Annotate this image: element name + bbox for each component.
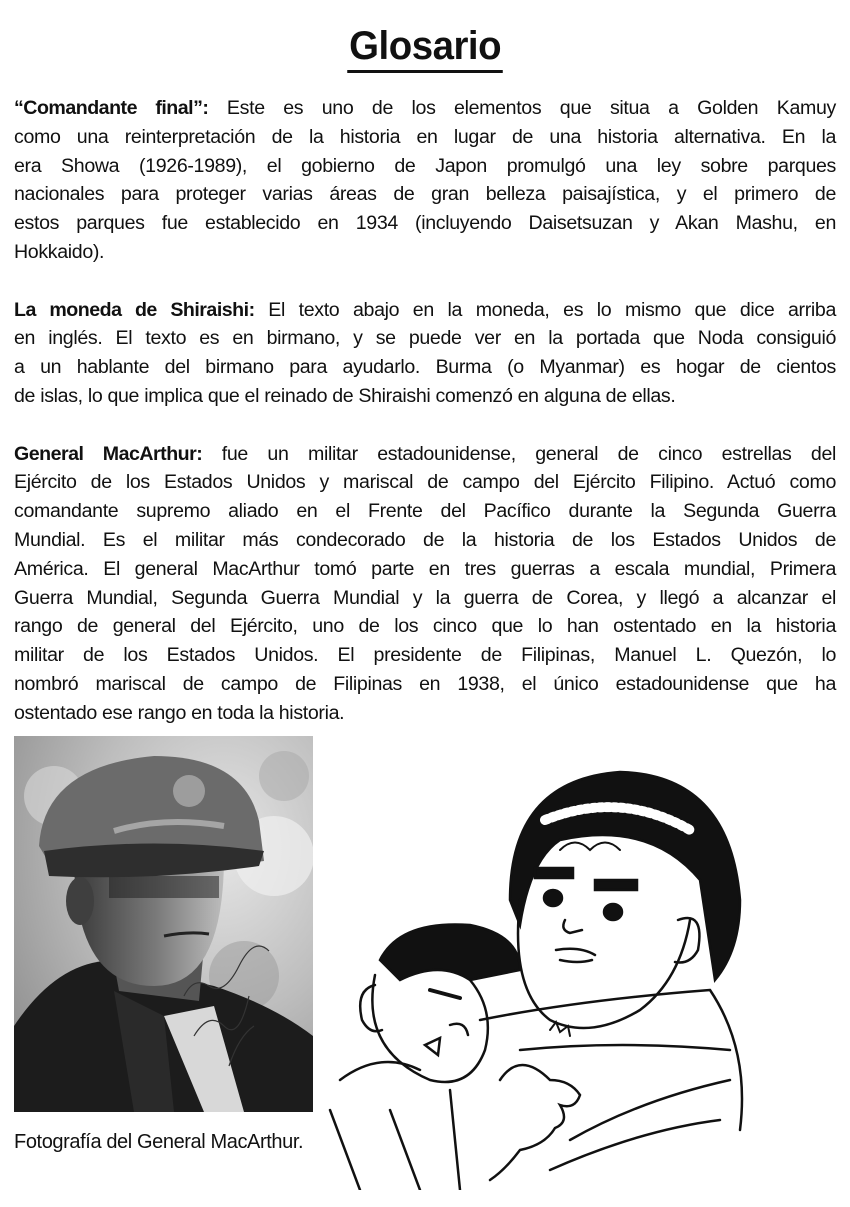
glossary-line: rango de general del Ejército, uno de los cinco que lo han ostentado en la historia [14, 615, 836, 638]
glossary-body [14, 94, 836, 728]
glossary-line: como una reinterpretación de la historia en lugar de una historia alternativa. En la [14, 125, 836, 148]
glossary-line: de islas, lo que implica que el reinado de Shiraishi comenzó en alguna de ellas. [14, 384, 676, 407]
glossary-line: militar de los Estados Unidos. El presidente de Filipinas, Manuel L. Quezón, lo [14, 644, 836, 667]
glossary-entry-moneda-shiraishi-line: La moneda de Shiraishi: El texto abajo en la moneda, es lo mismo que dice arriba [14, 298, 836, 321]
manga-illustration [320, 750, 770, 1190]
glossary-line: era Showa (1926-1989), el gobierno de Japon promulgó una ley sobre parques [14, 154, 836, 177]
glossary-term: “Comandante final”: [14, 97, 209, 119]
glossary-line: comandante supremo aliado en el Frente del Pacífico durante la Segunda Guerra [14, 500, 836, 523]
glossary-line: Guerra Mundial, Segunda Guerra Mundial y la guerra de Corea, y llegó a alcanzar el [14, 586, 836, 609]
glossary-line: Mundial. Es el militar más condecorado de la historia de los Estados Unidos de [14, 528, 836, 551]
glossary-line: nombró mariscal de campo de Filipinas en 1938, el único estadounidense que ha [14, 672, 836, 695]
photo-caption: Fotografía del General MacArthur. [14, 1131, 304, 1153]
glossary-line: ostentado ese rango en toda la historia. [14, 701, 345, 724]
glossary-entry-general-macarthur-line: General MacArthur: fue un militar estadounidense, general de cinco estrellas del [14, 442, 837, 465]
macarthur-photo [14, 736, 313, 1112]
paragraph-gap [14, 411, 836, 440]
paragraph-gap [14, 267, 836, 296]
glossary-line: Hokkaido). [14, 240, 105, 263]
glossary-line: a un hablante del birmano para ayudarlo. Burma (o Myanmar) es hogar de cientos [14, 356, 836, 379]
page-title-text: Glosario [347, 22, 503, 73]
glossary-line: estos parques fue establecido en 1934 (incluyendo Daisetsuzan y Akan Mashu, en [14, 212, 836, 235]
glossary-term: General MacArthur: [14, 442, 203, 465]
glossary-line: América. El general MacArthur tomó parte en tres guerras a escala mundial, Primera [14, 557, 836, 580]
glossary-line: Ejército de los Estados Unidos y mariscal de campo del Ejército Filipino. Actuó como [14, 471, 836, 494]
page-title [0, 22, 850, 73]
glossary-entry-comandante-final-line: “Comandante final”: Este es uno de los elementos que situa a Golden Kamuy [14, 97, 836, 119]
glossary-line: nacionales para proteger varias áreas de gran belleza paisajística, y el primero de [14, 183, 836, 206]
glossary-line: en inglés. El texto es en birmano, y se puede ver en la portada que Noda consiguió [14, 327, 836, 350]
glossary-term: La moneda de Shiraishi: [14, 298, 255, 321]
